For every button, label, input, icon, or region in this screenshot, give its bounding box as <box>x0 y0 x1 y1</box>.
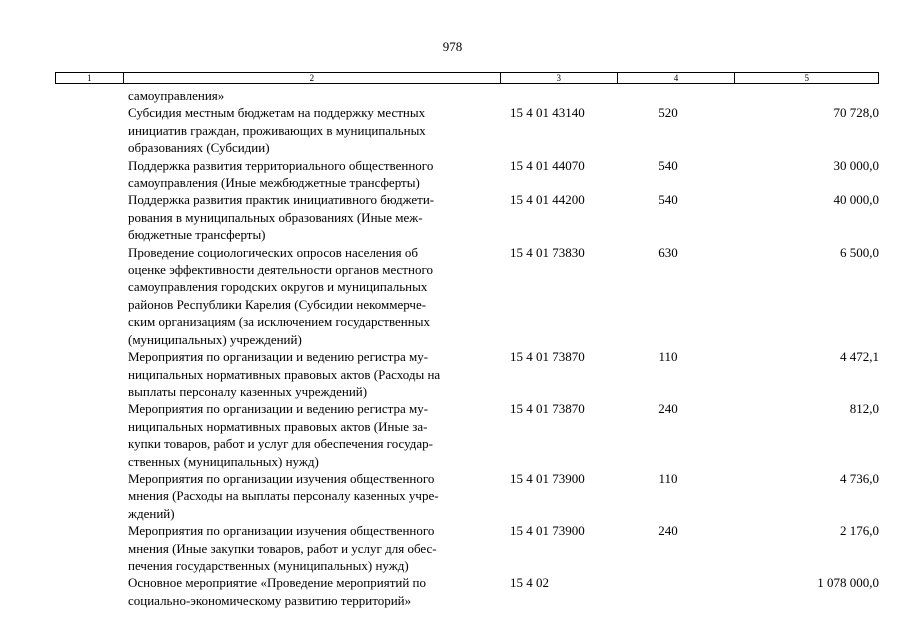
continuation-text: самоуправления» <box>128 88 225 103</box>
row-code: 15 4 01 44070 <box>510 157 585 173</box>
row-spacer <box>55 191 128 243</box>
row-amount: 70 728,0 <box>833 105 879 121</box>
row-code: 15 4 01 73870 <box>510 401 585 417</box>
description-line: ским организациям (за исключением государственных <box>128 314 430 330</box>
row-amount: 2 176,0 <box>840 523 879 539</box>
row-code: 15 4 01 73870 <box>510 349 585 365</box>
description-line: образованиях (Субсидии) <box>128 140 270 156</box>
row-spacer <box>55 522 128 574</box>
row-type: 110 <box>658 470 678 486</box>
row-amount: 40 000,0 <box>833 192 879 208</box>
row-type: 110 <box>658 349 678 365</box>
row-amount: 6 500,0 <box>840 244 879 260</box>
row-amount: 4 736,0 <box>840 470 879 486</box>
description-line: ственных (муниципальных) нужд) <box>128 453 319 469</box>
row-spacer <box>55 157 128 192</box>
row-description <box>128 104 508 156</box>
continuation-row <box>55 87 879 104</box>
description-line: печения государственных (муниципальных) нужд) <box>128 557 409 573</box>
row-type <box>623 574 713 609</box>
row-type: 630 <box>658 244 678 260</box>
description-line: выплаты персоналу казенных учреждений) <box>128 383 368 399</box>
row-amount: 4 472,1 <box>840 349 879 365</box>
description-line: инициатив граждан, проживающих в муниципальных <box>128 122 426 138</box>
description-line: (муниципальных) учреждений) <box>128 331 302 347</box>
description-line: Мероприятия по организации изучения общественного <box>128 523 435 539</box>
table-row <box>55 244 879 348</box>
row-type: 540 <box>658 192 678 208</box>
row-description <box>128 470 508 522</box>
row-description <box>128 157 508 192</box>
table-row <box>55 104 879 156</box>
row-code: 15 4 01 43140 <box>510 105 585 121</box>
description-line: Проведение социологических опросов населения об <box>128 244 418 260</box>
table-header <box>55 72 879 84</box>
row-type: 240 <box>658 401 678 417</box>
description-line: купки товаров, работ и услуг для обеспечения государ- <box>128 436 434 452</box>
description-line: ниципальных нормативных правовых актов (Расходы на <box>128 366 441 382</box>
description-line: Поддержка развития практик инициативного бюджети- <box>128 192 435 208</box>
row-code: 15 4 01 44200 <box>510 192 585 208</box>
row-spacer <box>55 348 128 400</box>
row-type: 240 <box>658 523 678 539</box>
description-line: ждений) <box>128 505 175 521</box>
table-row <box>55 574 879 609</box>
table-row <box>55 348 879 400</box>
description-line: социально-экономическому развитию территорий» <box>128 592 412 608</box>
column-header-1: 1 <box>56 73 124 83</box>
table-row <box>55 470 879 522</box>
description-line: Основное мероприятие «Проведение мероприятий по <box>128 575 426 591</box>
row-description <box>128 244 508 348</box>
row-description <box>128 574 508 609</box>
row-spacer <box>55 574 128 609</box>
row-amount: 812,0 <box>849 401 879 417</box>
table-row <box>55 400 879 470</box>
description-line: Мероприятия по организации и ведению регистра му- <box>128 349 429 365</box>
column-header-3: 3 <box>501 73 618 83</box>
column-header-4: 4 <box>618 73 736 83</box>
column-header-5: 5 <box>804 73 809 83</box>
description-line: районов Республики Карелия (Субсидии некоммерче- <box>128 296 427 312</box>
table-body <box>55 87 879 609</box>
row-type: 540 <box>658 157 678 173</box>
row-amount: 30 000,0 <box>833 157 879 173</box>
page-number: 978 <box>442 39 463 54</box>
column-header-2: 2 <box>124 73 501 83</box>
row-code: 15 4 01 73830 <box>510 244 585 260</box>
description-line: мнения (Расходы на выплаты персоналу казенных учре- <box>128 488 439 504</box>
table-row <box>55 157 879 192</box>
table-row <box>55 191 879 243</box>
row-spacer <box>55 104 128 156</box>
row-description <box>128 522 508 574</box>
row-description <box>128 348 508 400</box>
row-type: 520 <box>658 105 678 121</box>
description-line: Мероприятия по организации изучения общественного <box>128 470 435 486</box>
row-amount: 1 078 000,0 <box>817 575 879 591</box>
description-line: бюджетные трансферты) <box>128 227 266 243</box>
description-line: Субсидия местным бюджетам на поддержку местных <box>128 105 426 121</box>
row-code: 15 4 02 <box>510 575 549 591</box>
row-code: 15 4 01 73900 <box>510 470 585 486</box>
description-line: самоуправления (Иные межбюджетные трансферты) <box>128 175 420 191</box>
description-line: самоуправления городских округов и муниципальных <box>128 279 428 295</box>
row-spacer <box>55 470 128 522</box>
description-line: Поддержка развития территориального общественного <box>128 157 434 173</box>
description-line: рования в муниципальных образованиях (Иные меж- <box>128 209 423 225</box>
description-line: оценке эффективности деятельности органов местного <box>128 262 433 278</box>
description-line: ниципальных нормативных правовых актов (Иные за- <box>128 418 428 434</box>
row-spacer <box>55 400 128 470</box>
row-code: 15 4 01 73900 <box>510 523 585 539</box>
description-line: Мероприятия по организации и ведению регистра му- <box>128 401 429 417</box>
row-description <box>128 191 508 243</box>
table-row <box>55 522 879 574</box>
description-line: мнения (Иные закупки товаров, работ и услуг для обес- <box>128 540 437 556</box>
row-description <box>128 400 508 470</box>
row-spacer <box>55 244 128 348</box>
